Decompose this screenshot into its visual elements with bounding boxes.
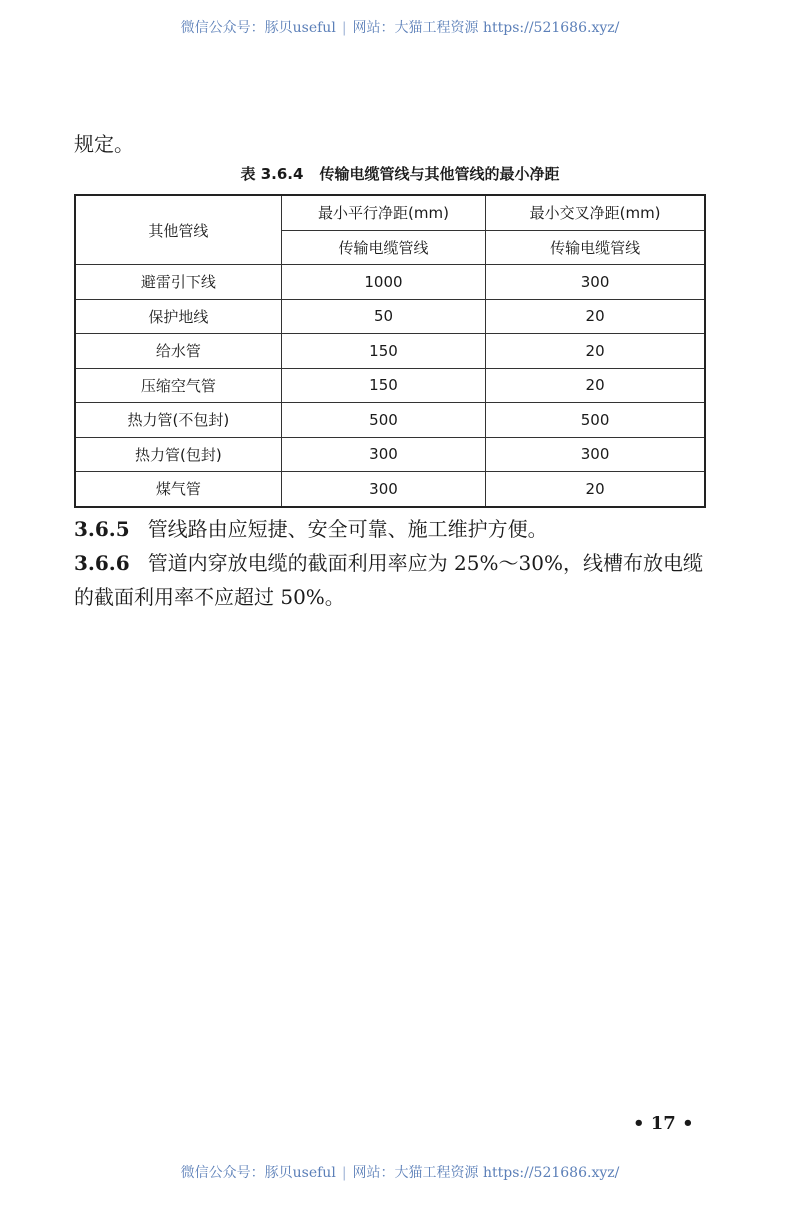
- cell-cross: 20: [486, 472, 705, 507]
- watermark-separator: |: [341, 1165, 347, 1181]
- page-number: • 17 •: [633, 1113, 694, 1134]
- header-other-pipelines: 其他管线: [75, 195, 281, 265]
- cell-parallel: 50: [281, 299, 485, 334]
- watermark-website: 网站：大猫工程资源 https://521686.xyz/: [352, 20, 620, 36]
- table-row: [75, 472, 705, 507]
- clause-text: 管道内穿放电缆的截面利用率应为 25%～30%，线槽布放电缆的截面利用率不应超过 50%。: [74, 551, 703, 609]
- cell-cross: 300: [486, 437, 705, 472]
- table-header-row: [75, 195, 705, 230]
- table-row: [75, 299, 705, 334]
- header-min-parallel: 最小平行净距(mm): [281, 195, 485, 230]
- clearance-table: [74, 194, 706, 508]
- cell-pipeline: 热力管(不包封): [75, 403, 281, 438]
- header-min-cross: 最小交叉净距(mm): [486, 195, 705, 230]
- watermark-website: 网站：大猫工程资源 https://521686.xyz/: [352, 1165, 620, 1181]
- cell-parallel: 300: [281, 437, 485, 472]
- cell-pipeline: 压缩空气管: [75, 368, 281, 403]
- table-title: 传输电缆管线与其他管线的最小净距: [319, 165, 560, 183]
- watermark-wechat: 微信公众号：豚贝useful: [180, 20, 336, 36]
- cell-pipeline: 避雷引下线: [75, 265, 281, 300]
- clause-number: 3.6.5: [74, 517, 130, 541]
- clause-3-6-5: [74, 512, 714, 546]
- watermark-wechat: 微信公众号：豚贝useful: [180, 1165, 336, 1181]
- cell-cross: 300: [486, 265, 705, 300]
- cell-parallel: 150: [281, 368, 485, 403]
- clause-number: 3.6.6: [74, 551, 130, 575]
- cell-pipeline: 保护地线: [75, 299, 281, 334]
- table-row: [75, 403, 705, 438]
- table-row: [75, 265, 705, 300]
- clause-text: 管线路由应短捷、安全可靠、施工维护方便。: [147, 517, 548, 541]
- subheader-parallel-cable: 传输电缆管线: [281, 230, 485, 265]
- watermark-header: [0, 17, 800, 37]
- clause-3-6-6: [74, 546, 714, 614]
- cell-parallel: 300: [281, 472, 485, 507]
- cell-parallel: 1000: [281, 265, 485, 300]
- subheader-cross-cable: 传输电缆管线: [486, 230, 705, 265]
- cell-pipeline: 热力管(包封): [75, 437, 281, 472]
- cell-pipeline: 煤气管: [75, 472, 281, 507]
- cell-cross: 20: [486, 368, 705, 403]
- table-number: 表 3.6.4: [240, 165, 304, 183]
- table-row: [75, 368, 705, 403]
- cell-cross: 500: [486, 403, 705, 438]
- prelude-text: 规定。: [74, 132, 134, 156]
- table-caption: [0, 163, 800, 184]
- cell-parallel: 150: [281, 334, 485, 369]
- cell-parallel: 500: [281, 403, 485, 438]
- cell-cross: 20: [486, 299, 705, 334]
- cell-pipeline: 给水管: [75, 334, 281, 369]
- watermark-footer: [0, 1162, 800, 1182]
- watermark-separator: |: [341, 20, 347, 36]
- table-row: [75, 334, 705, 369]
- table-row: [75, 437, 705, 472]
- cell-cross: 20: [486, 334, 705, 369]
